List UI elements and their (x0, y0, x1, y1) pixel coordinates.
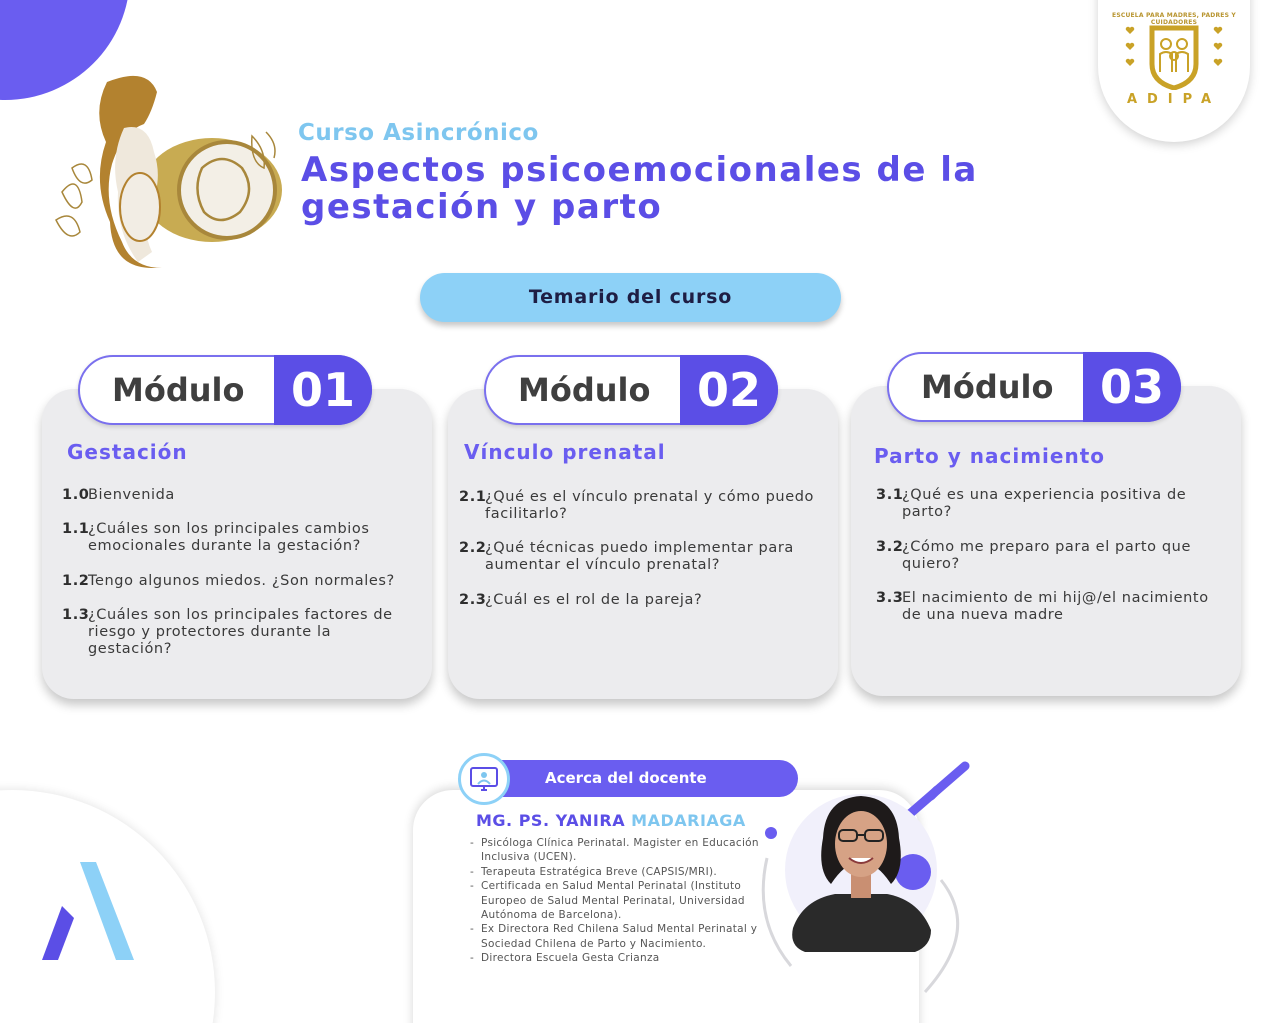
module-label: Módulo (518, 371, 651, 409)
module-title: Parto y nacimiento (874, 444, 1105, 468)
module-pill-2 (484, 355, 778, 425)
module-title: Gestación (67, 440, 188, 464)
teacher-screen-icon (458, 753, 510, 805)
crest-family-icon (1118, 24, 1230, 90)
course-title: Aspectos psicoemocionales de la gestación y parto (301, 150, 978, 227)
brand-a-logo[interactable] (40, 860, 136, 962)
teacher-bio-list (470, 836, 760, 966)
bio-item: - Certificada en Salud Mental Perinatal (Instituto Europeo de Salud Mental Perinatal, Universidad Autónoma de Barcelona). (470, 879, 760, 922)
teacher-photo (755, 760, 980, 1005)
bio-item: - Psicóloga Clínica Perinatal. Magister en Educación Inclusiva (UCEN). (470, 836, 760, 865)
topic-item: 1.0 Bienvenida (62, 487, 175, 503)
syllabus-button[interactable]: Temario del curso (420, 273, 841, 322)
teacher-name: MG. PS. YANIRA MADARIAGA (476, 811, 746, 830)
topic-item: 3.1 ¿Qué es una experiencia positiva de parto? (876, 487, 1187, 520)
pregnancy-illustration (52, 72, 282, 272)
topic-item: 2.3 ¿Cuál es el rol de la pareja? (459, 592, 703, 608)
module-title: Vínculo prenatal (464, 440, 666, 464)
teacher-heading-bar: Acerca del docente (459, 760, 798, 797)
module-pill-3 (887, 352, 1181, 422)
topic-item: 1.1 ¿Cuáles son los principales cambios emocionales durante la gestación? (62, 521, 370, 554)
module-label: Módulo (921, 368, 1054, 406)
adipa-logo[interactable] (1098, 0, 1250, 142)
topic-item: 1.2 Tengo algunos miedos. ¿Son normales? (62, 573, 395, 589)
topic-item: 1.3 ¿Cuáles son los principales factores de riesgo y protectores durante la gestación? (62, 607, 393, 657)
module-pill-1 (78, 355, 372, 425)
bio-item: - Terapeuta Estratégica Breve (CAPSIS/MRI). (470, 865, 760, 879)
module-number: 03 (1083, 352, 1181, 422)
bio-item: - Ex Directora Red Chilena Salud Mental Perinatal y Sociedad Chilena de Parto y Nacimiento. (470, 922, 760, 951)
topic-item: 3.3 El nacimiento de mi hij@/el nacimiento de una nueva madre (876, 590, 1209, 623)
topic-item: 3.2 ¿Cómo me preparo para el parto que quiero? (876, 539, 1191, 572)
module-number: 02 (680, 355, 778, 425)
topic-item: 2.2 ¿Qué técnicas puedo implementar para aumentar el vínculo prenatal? (459, 540, 794, 573)
module-label: Módulo (112, 371, 245, 409)
course-type-subtitle: Curso Asincrónico (298, 120, 539, 146)
bio-item: - Directora Escuela Gesta Crianza (470, 951, 760, 965)
logo-top-text: ESCUELA PARA MADRES, PADRES Y CUIDADORES (1112, 12, 1236, 26)
module-number: 01 (274, 355, 372, 425)
logo-name: ADIPA (1126, 92, 1222, 107)
topic-item: 2.1 ¿Qué es el vínculo prenatal y cómo puedo facilitarlo? (459, 489, 815, 522)
